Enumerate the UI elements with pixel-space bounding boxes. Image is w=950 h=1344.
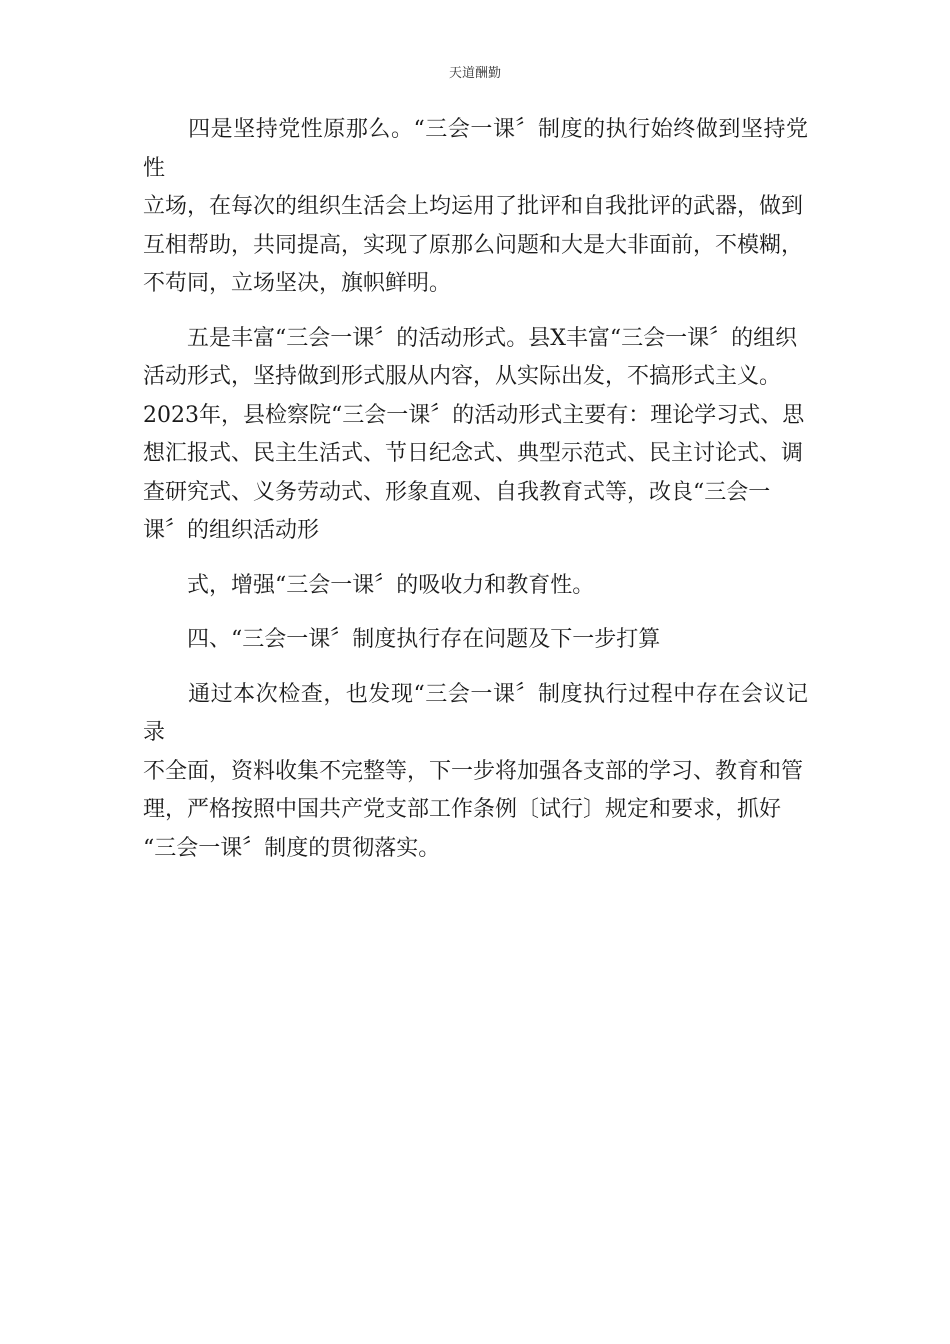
- paragraph-inspection-findings: 通过本次检查，也发现“三会一课〞制度执行过程中存在会议记录 不全面，资料收集不完整等，下一步将加强各支部的学习、教育和管 理，严格按照中国共产党支部工作条例〔试行〕规定和要求，抓好 “三会一课〞制度的贯彻落实。: [143, 681, 808, 861]
- section-heading-problems-and-plans: 四、“三会一课〞制度执行存在问题及下一步打算: [143, 627, 661, 652]
- document-body: [143, 111, 808, 868]
- paragraph-activity-forms-continued: 式，增强“三会一课〞的吸收力和教育性。: [143, 572, 595, 598]
- paragraph-party-principle: 四是坚持党性原那么。“三会一课〞制度的执行始终做到坚持党性 立场，在每次的组织生活会上均运用了批评和自我批评的武器，做到 互相帮助，共同提高，实现了原那么问题和大是大非面前，不模糊， 不苟同，立场坚决，旗帜鲜明。: [143, 117, 808, 296]
- page-header: 天道酬勤: [448, 66, 501, 81]
- paragraph-activity-forms: 五是丰富“三会一课〞的活动形式。县X丰富“三会一课〞的组织 活动形式，坚持做到形式服从内容，从实际出发，不搞形式主义。 2023年，县检察院“三会一课〞的活动形式主要有：理论学习式、思 想汇报式、民主生活式、节日纪念式、典型示范式、民主讨论式、调 查研究式、义务劳动式、形象直观、自我教育式等，改良“三会一 课〞的组织活动形: [143, 325, 805, 543]
